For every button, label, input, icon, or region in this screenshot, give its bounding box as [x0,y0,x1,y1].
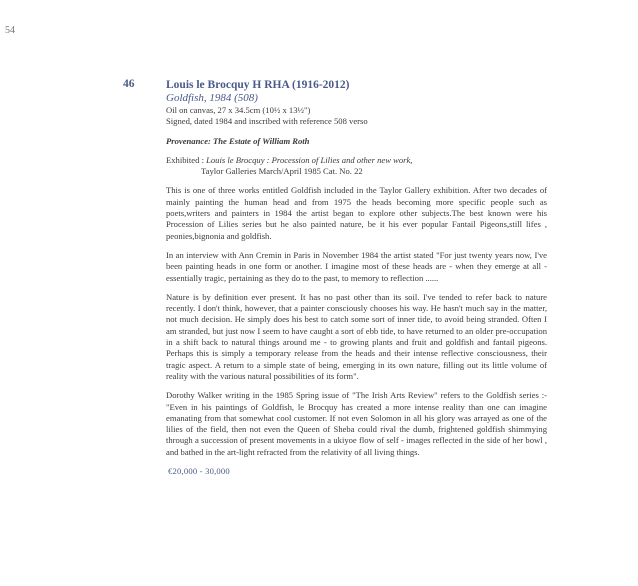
price-estimate: €20,000 - 30,000 [168,466,230,477]
signed-note: Signed, dated 1984 and inscribed with reference 508 verso [166,116,368,127]
exhibited-venue: Taylor Galleries March/April 1985 Cat. No. 22 [201,166,363,177]
work-title: Goldfish, 1984 (508) [166,92,258,104]
medium: Oil on canvas, 27 x 34.5cm (10½ x 13½") [166,105,311,115]
exhibited-title: Louis le Brocquy : Procession of Lilies and other new work, [206,154,413,165]
paragraph: Dorothy Walker writing in the 1985 Spring issue of "The Irish Arts Review" refers to the Goldfish series :- "Even in his paintings of Goldfish, le Brocquy has created a more intense reality than one can imagine emanating from that somewhat cool customer. If not even Solomon in all his glory was arrayed as one of the lilies of the field, then not even the Queen of Sheba could rival the dumb, frightened goldfish shimmying through a succession of present movements in a ukiyoe flow of self - images reflected in the side of her bowl , and bathed in the art-light refracted from the relativity of all living things. [166,390,547,457]
paragraph: This is one of three works entitled Goldfish included in the Taylor Gallery exhibition. After two decades of mainly painting the human head and from 1975 the heads becoming more specific people such as poets,writers and painters in 1984 the artist began to explore other subjects.The best known were his Procession of Lilies series but he also painted nature, be it his ever popular Fantail Pigeons,still lifes , peonies,bignonia and goldfish. [166,185,547,241]
paragraph: In an interview with Ann Cremin in Paris in November 1984 the artist stated "For just twenty years now, I've been painting heads in one form or another. I imagine most of these heads are - when they emerge at all - essentially tragic, pertaining as they do to the past, to memory to reflection ...... [166,249,547,283]
lot-number: 46 [123,78,135,90]
page-number: 54 [5,25,15,36]
paragraph: Nature is by definition ever present. It has no past other than its soil. I've tended to refer back to nature recently. I don't think, however, that a painter consciously chooses his way. He hasn't much say in the matter, not much decision. He simply does his best to catch some sort of inner tide, to avoid being stranded. Often I am stranded, but just now I seem to have caught a sort of ebb tide, to have returned to an older pre-occupation in a shift back to natural things around me - to growing plants and fruit and goldfish and fantail pigeons. Perhaps this is simply a temporary release from the heads and their intense reflective consciousness, their tragic aspect. A return to a simple state of being, emerging in its own nature, filling out its little volume of reality with the various natural possibilities of its form". [166,291,547,381]
exhibited [166,155,547,166]
provenance: Provenance: The Estate of William Roth [166,135,310,146]
artist-title: Louis le Brocquy H RHA (1916-2012) [166,79,350,91]
exhibited-label: Exhibited : [166,154,207,165]
lot-description [166,78,547,477]
